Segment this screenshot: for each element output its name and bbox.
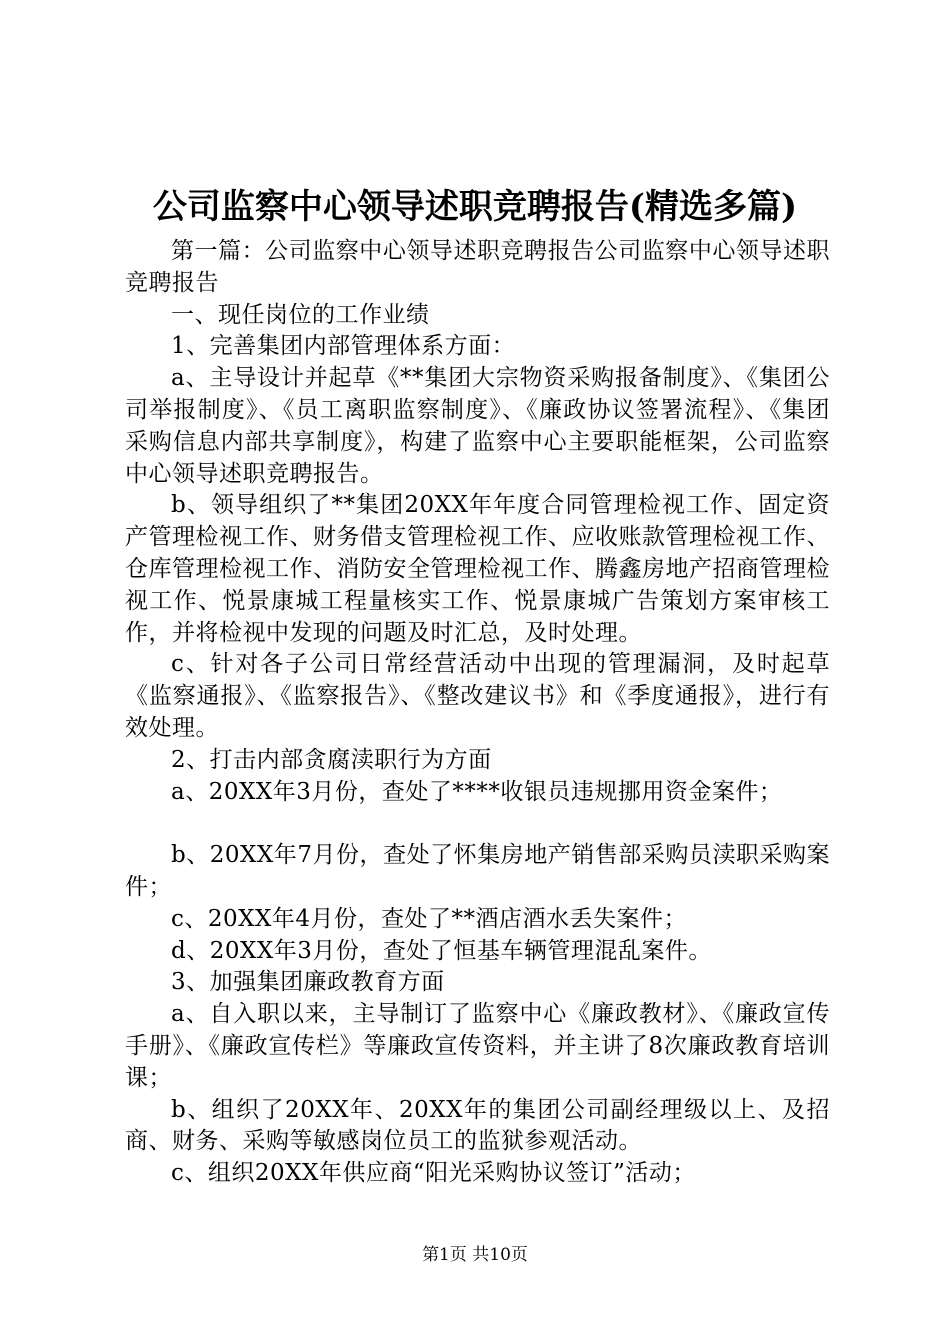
page-number: 第1页 共10页 bbox=[422, 1245, 528, 1265]
paragraph: a、自入职以来，主导制订了监察中心《廉政教材》、《廉政宣传手册》、《廉政宣传栏》等廉政宣传资料，并主讲了8次廉政教育培训课； bbox=[125, 1001, 830, 1091]
paragraph: c、针对各子公司日常经营活动中出现的管理漏洞，及时起草《监察通报》、《监察报告》、《整改建议书》和《季度通报》，进行有效处理。 bbox=[125, 651, 830, 741]
paragraph: c、组织20XX年供应商“阳光采购协议签订”活动； bbox=[171, 1160, 696, 1187]
section-heading: 一、现任岗位的工作业绩 bbox=[171, 301, 430, 328]
document-body bbox=[125, 236, 830, 1190]
document-title: 公司监察中心领导述职竞聘报告(精选多篇) bbox=[152, 187, 798, 227]
subsection-heading: 2、打击内部贪腐渎职行为方面 bbox=[171, 746, 492, 773]
subsection-heading: 1、完善集团内部管理体系方面： bbox=[171, 333, 516, 360]
paragraph: a、主导设计并起草《**集团大宗物资采购报备制度》、《集团公司举报制度》、《员工离职监察制度》、《廉政协议签署流程》、《集团采购信息内部共享制度》，构建了监察中心主要职能框架，公司监察中心领导述职竞聘报告。 bbox=[125, 365, 830, 487]
paragraph: d、20XX年3月份，查处了恒基车辆管理混乱案件。 bbox=[171, 937, 712, 964]
paragraph: b、组织了20XX年、20XX年的集团公司副经理级以上、及招商、财务、采购等敏感岗位员工的监狱参观活动。 bbox=[125, 1096, 830, 1155]
paragraph: b、领导组织了**集团20XX年年度合同管理检视工作、固定资产管理检视工作、财务借支管理检视工作、应收账款管理检视工作、仓库管理检视工作、消防安全管理检视工作、腾鑫房地产招商管理检视工作、悦景康城工程量核实工作、悦景康城广告策划方案审核工作，并将检视中发现的问题及时汇总，及时处理。 bbox=[125, 492, 830, 646]
paragraph: 第一篇：公司监察中心领导述职竞聘报告公司监察中心领导述职竞聘报告 bbox=[125, 238, 830, 296]
paragraph: a、20XX年3月份，查处了****收银员违规挪用资金案件； bbox=[171, 778, 783, 805]
paragraph: c、20XX年4月份，查处了**酒店酒水丢失案件； bbox=[171, 905, 688, 932]
paragraph: b、20XX年7月份，查处了怀集房地产销售部采购员渎职采购案件； bbox=[125, 842, 830, 900]
subsection-heading: 3、加强集团廉政教育方面 bbox=[171, 969, 445, 996]
